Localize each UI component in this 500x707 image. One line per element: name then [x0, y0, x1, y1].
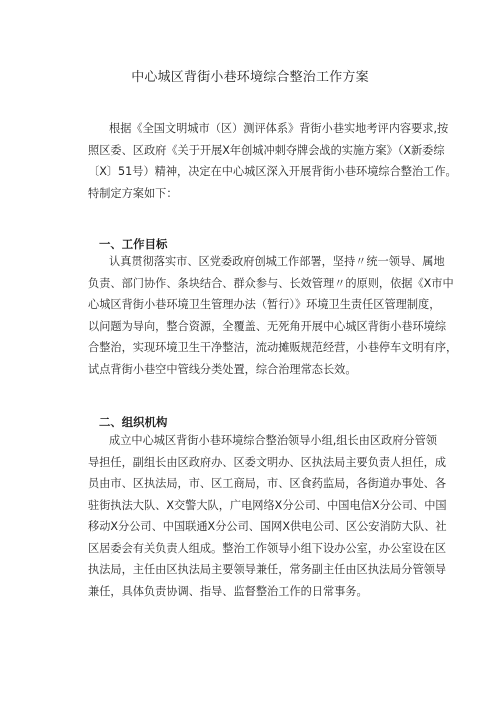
- paragraph-line: 〔X〕51号）精神，决定在中心城区深入开展背街小巷环境综合整治工作。: [88, 165, 457, 178]
- paragraph-line: 合整治，实现环境卫生干净整洁，流动摊贩规范经营，小巷停车文明有序，: [88, 341, 458, 354]
- paragraph-line: 成立中心城区背街小巷环境综合整治领导小组,组长由区政府分管领: [109, 434, 437, 447]
- paragraph-line: 导担任，副组长由区政府办、区委文明办、区执法局主要负责人担任，成: [88, 455, 447, 469]
- paragraph-line: 认真贯彻落实市、区党委政府创城工作部署，坚持〃统一领导、属地: [109, 255, 445, 268]
- section-heading-organization: 二、组织机构: [99, 415, 168, 429]
- paragraph-line: 执法局，主任由区执法局主要领导兼任，常务副主任由区执法局分管领导: [88, 563, 447, 576]
- goals-paragraph: [88, 251, 458, 380]
- document-title: 中心城区背街小巷环境综合整治工作方案: [131, 70, 369, 85]
- paragraph-line: 兼任，具体负责协调、指导、监督整治工作的日常事务。: [88, 584, 368, 598]
- paragraph-line: 驻街执法大队、X交警大队，广电网络X分公司、中国电信X分公司、中国: [88, 498, 447, 512]
- paragraph-line: 试点背街小巷空中管线分类处置，综合治理常态长效。: [88, 362, 357, 376]
- paragraph-line: 员由市、区执法局，市、区工商局，市、区食药监局，各街道办事处、各: [88, 477, 447, 490]
- paragraph-line: 以问题为导向，整合资源，全覆盖、无死角开展中心城区背街小巷环境综: [88, 319, 447, 333]
- paragraph-line: 特制定方案如下：: [88, 186, 178, 200]
- paragraph-line: 根据《全国文明城市（区）测评体系》背街小巷实地考评内容要求,按: [109, 122, 449, 135]
- paragraph-line: 负责、部门协作、条块结合、群众参与、长效管理〃的原则，依据《X市中: [88, 276, 454, 290]
- organization-paragraph: [88, 430, 447, 602]
- section-heading-goals: 一、工作目标: [99, 237, 168, 251]
- paragraph-line: 照区委、区政府《关于开展X年创城冲刺夺牌会战的实施方案》（X新委综: [88, 143, 445, 157]
- paragraph-line: 心城区背街小巷环境卫生管理办法（暂行）》环境卫生责任区管理制度，: [88, 298, 441, 311]
- intro-paragraph: [88, 118, 457, 204]
- paragraph-line: 移动X分公司、中国联通X分公司、国网X供电公司、区公安消防大队、社: [88, 520, 447, 533]
- paragraph-line: 区居委会有关负责人组成。整治工作领导小组下设办公室，办公室设在区: [88, 541, 447, 555]
